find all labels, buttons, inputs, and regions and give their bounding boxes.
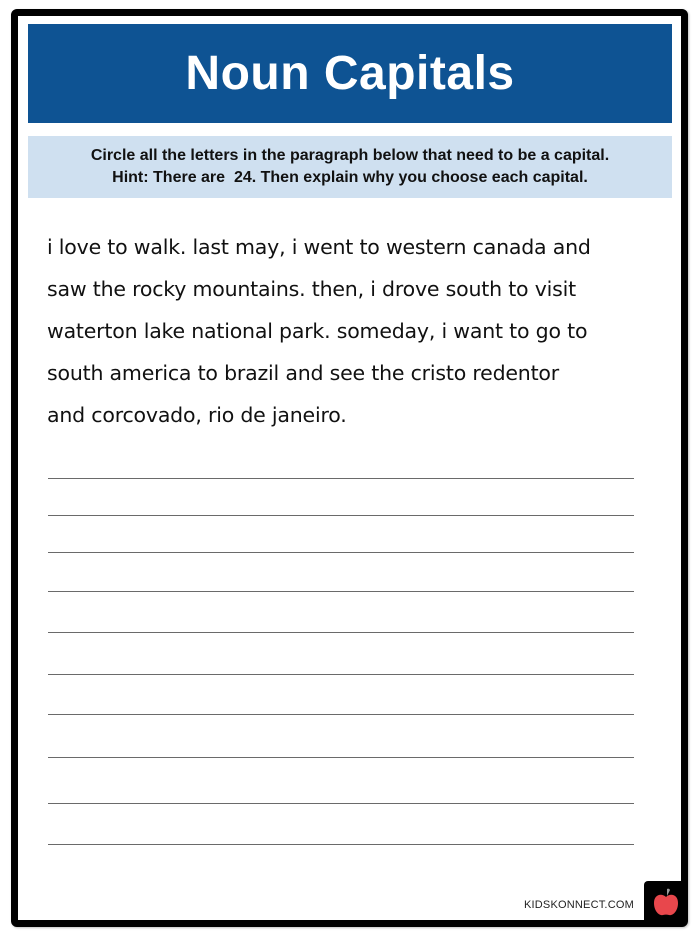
apple-icon bbox=[652, 887, 680, 917]
site-credit: KIDSKONNECT.COM bbox=[524, 899, 634, 911]
paragraph-line: saw the rocky mountains. then, i drove south to visit bbox=[47, 277, 576, 301]
title-banner bbox=[28, 24, 672, 123]
writing-line[interactable] bbox=[48, 552, 634, 553]
writing-line[interactable] bbox=[48, 515, 634, 516]
writing-line[interactable] bbox=[48, 757, 634, 758]
logo-badge bbox=[644, 881, 688, 925]
instructions-box bbox=[28, 136, 672, 198]
writing-line[interactable] bbox=[48, 844, 634, 845]
writing-line[interactable] bbox=[48, 803, 634, 804]
paragraph-line: south america to brazil and see the cristo redentor bbox=[47, 361, 559, 385]
writing-line[interactable] bbox=[48, 674, 634, 675]
writing-line[interactable] bbox=[48, 478, 634, 479]
writing-line[interactable] bbox=[48, 591, 634, 592]
paragraph-line: waterton lake national park. someday, i want to go to bbox=[47, 319, 588, 343]
writing-line[interactable] bbox=[48, 714, 634, 715]
paragraph-line: i love to walk. last may, i went to western canada and bbox=[47, 235, 591, 259]
writing-line[interactable] bbox=[48, 632, 634, 633]
exercise-paragraph bbox=[47, 226, 667, 436]
instruction-line-2: Hint: There are 24. Then explain why you choose each capital. bbox=[112, 169, 588, 186]
instruction-line-1: Circle all the letters in the paragraph below that need to be a capital. bbox=[90, 147, 610, 164]
paragraph-line: and corcovado, rio de janeiro. bbox=[47, 403, 347, 427]
page-title: Noun Capitals bbox=[185, 47, 515, 100]
